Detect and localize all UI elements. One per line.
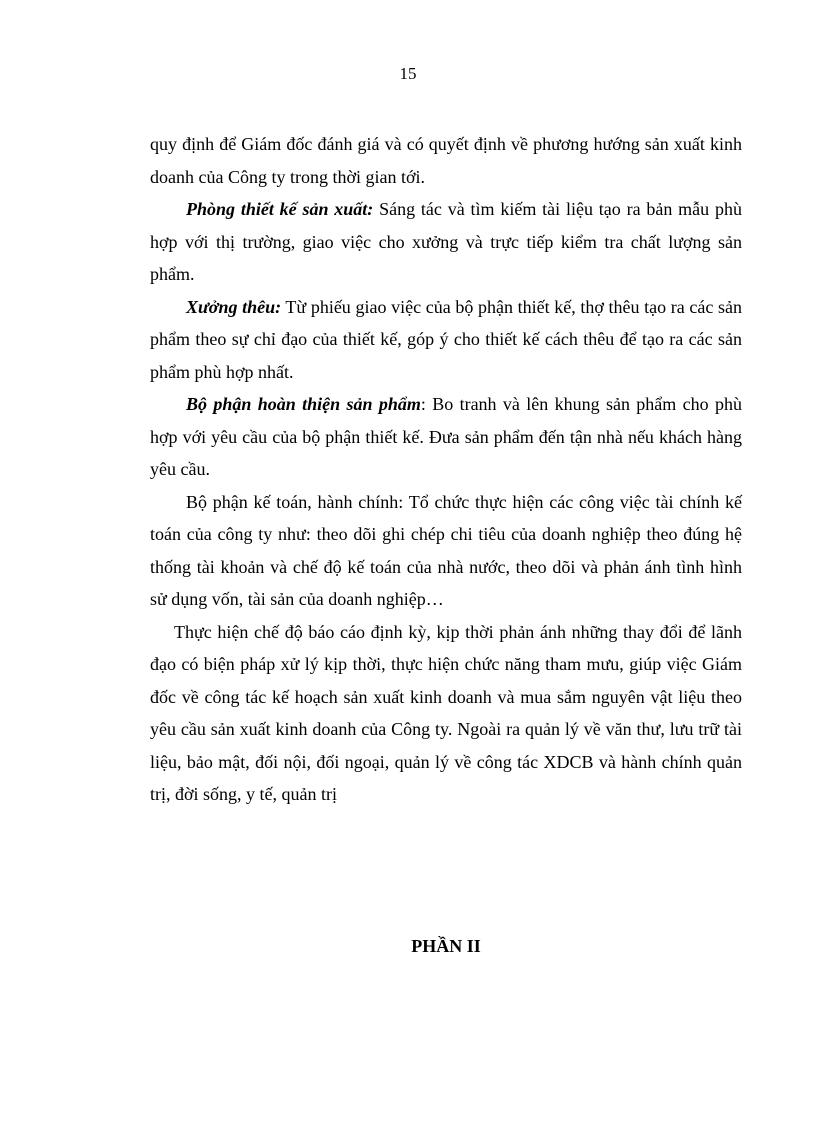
paragraph-text: Sáng tác và tìm kiếm tài liệu tạo ra bản mẫu phù hợp với thị trường, giao việc cho xưởng và trực tiếp kiểm tra chất lượng sản phẩm. (150, 199, 742, 284)
paragraph-embroidery-workshop (150, 291, 742, 389)
paragraph-text: : Bo tranh và lên khung sản phẩm cho phù hợp với yêu cầu của bộ phận thiết kế. Đưa sản phẩm đến tận nhà nếu khách hàng yêu cầu. (150, 394, 742, 479)
paragraph-accounting-department (150, 486, 742, 616)
paragraph-reporting (150, 616, 742, 811)
section-heading: PHẦN II (411, 936, 481, 956)
paragraph-label: Phòng thiết kế sản xuất: (186, 199, 374, 219)
paragraph-text: Từ phiếu giao việc của bộ phận thiết kế, thợ thêu tạo ra các sản phẩm theo sự chỉ đạo của thiết kế, góp ý cho thiết kế cách thêu để tạo ra các sản phẩm phù hợp nhất. (150, 296, 742, 382)
paragraph-design-department (150, 193, 742, 291)
page-number: 15 (399, 64, 417, 83)
paragraph-continuation (150, 128, 742, 193)
paragraph-label: Xưởng thêu: (186, 296, 282, 317)
paragraph-text: quy định để Giám đốc đánh giá và có quyết định về phương hướng sản xuất kinh doanh của Công ty trong thời gian tới. (150, 134, 742, 187)
paragraph-text: Bộ phận kế toán, hành chính: Tổ chức thực hiện các công việc tài chính kế toán của công ty như: theo dõi ghi chép chi tiêu của doanh nghiệp theo đúng hệ thống tài khoản và chế độ kế toán của nhà nước, theo dõi và phản ánh tình hình sử dụng vốn, tài sản của doanh nghiệp… (150, 491, 742, 609)
paragraph-finishing-department (150, 388, 742, 486)
body-text (150, 128, 742, 811)
paragraph-label: Bộ phận hoàn thiện sản phẩm (186, 394, 421, 414)
paragraph-text: Thực hiện chế độ báo cáo định kỳ, kịp thời phản ánh những thay đổi để lãnh đạo có biện pháp xử lý kịp thời, thực hiện chức năng tham mưu, giúp việc Giám đốc về công tác kế hoạch sản xuất kinh doanh và mua sắm nguyên vật liệu theo yêu cầu sản xuất kinh doanh của Công ty. Ngoài ra quản lý về văn thư, lưu trữ tài liệu, bảo mật, đối nội, đối ngoại, quản lý về công tác XDCB và hành chính quản trị, đời sống, y tế, quản trị (150, 621, 742, 804)
